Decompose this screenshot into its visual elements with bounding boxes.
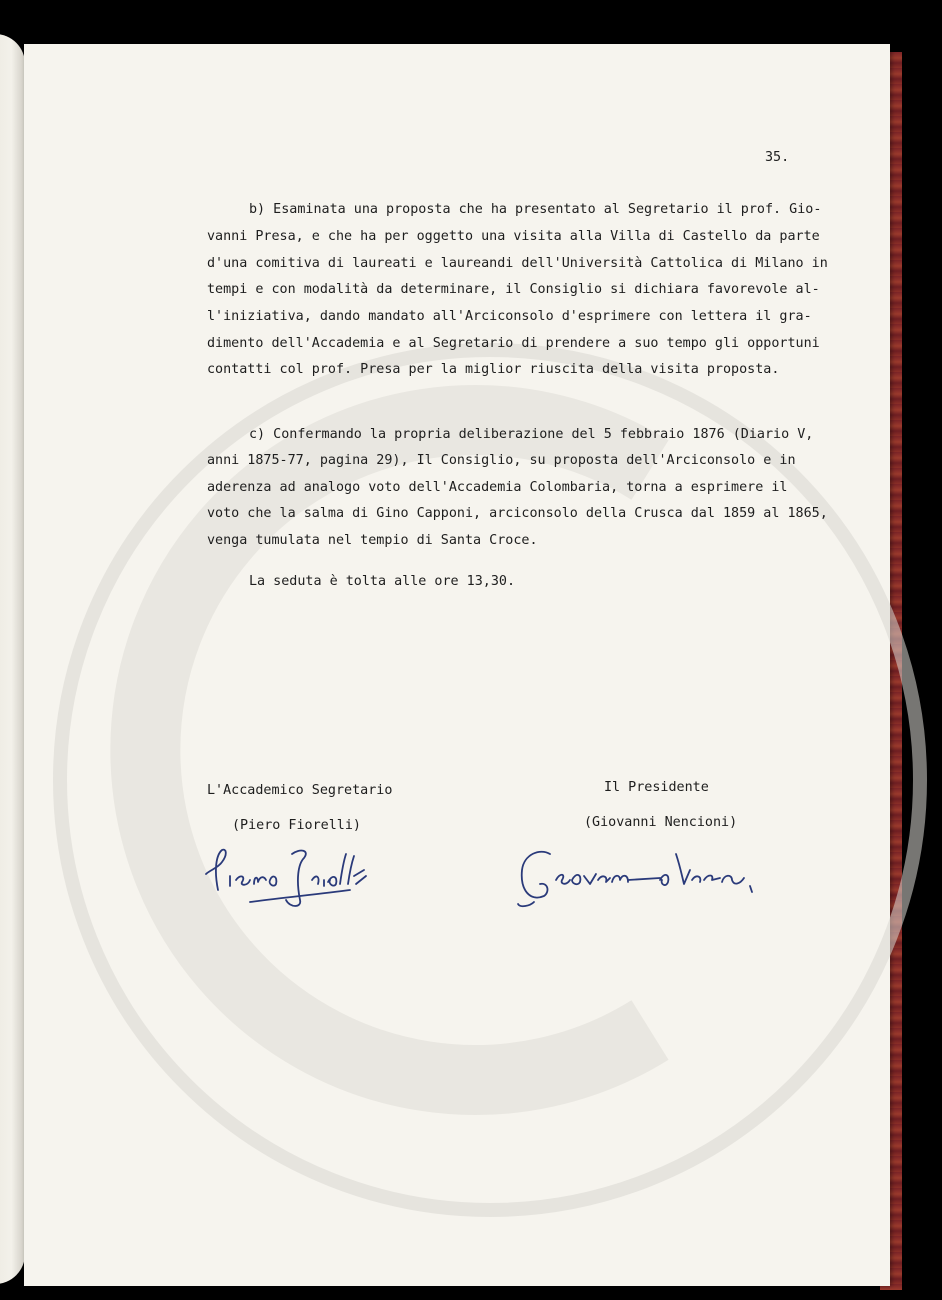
closing-line: La seduta è tolta alle ore 13,30. bbox=[249, 574, 516, 589]
president-title: Il Presidente bbox=[604, 780, 709, 795]
paragraph-line: anni 1875-77, pagina 29), Il Consiglio, su proposta dell'Arciconsolo e in bbox=[207, 453, 796, 468]
paragraph-line: dimento dell'Accademia e al Segretario di prendere a suo tempo gli opportuni bbox=[207, 336, 820, 351]
paragraph-line: d'una comitiva di laureati e laureandi dell'Università Cattolica di Milano in bbox=[207, 256, 828, 271]
paragraph-line: b) Esaminata una proposta che ha presentato al Segretario il prof. Gio- bbox=[249, 202, 822, 217]
president-signature bbox=[510, 840, 770, 915]
paragraph-line: c) Confermando la propria deliberazione del 5 febbraio 1876 (Diario V, bbox=[249, 427, 814, 442]
paragraph-line: vanni Presa, e che ha per oggetto una visita alla Villa di Castello da parte bbox=[207, 229, 820, 244]
paragraph-line: aderenza ad analogo voto dell'Accademia Colombaria, torna a esprimere il bbox=[207, 480, 788, 495]
paragraph-line: voto che la salma di Gino Capponi, arciconsolo della Crusca dal 1859 al 1865, bbox=[207, 506, 828, 521]
paragraph-line: l'iniziativa, dando mandato all'Arciconsolo d'esprimere con lettera il gra- bbox=[207, 309, 812, 324]
secretary-signature bbox=[200, 840, 370, 915]
paragraph-line: tempi e con modalità da determinare, il Consiglio si dichiara favorevole al- bbox=[207, 282, 820, 297]
secretary-title: L'Accademico Segretario bbox=[207, 783, 393, 798]
secretary-name: (Piero Fiorelli) bbox=[232, 818, 361, 833]
president-name: (Giovanni Nencioni) bbox=[584, 815, 738, 830]
page-number: 35. bbox=[765, 150, 790, 165]
left-page-edge bbox=[0, 34, 25, 1284]
paragraph-line: venga tumulata nel tempio di Santa Croce. bbox=[207, 533, 538, 548]
paragraph-line: contatti col prof. Presa per la miglior riuscita della visita proposta. bbox=[207, 362, 780, 377]
